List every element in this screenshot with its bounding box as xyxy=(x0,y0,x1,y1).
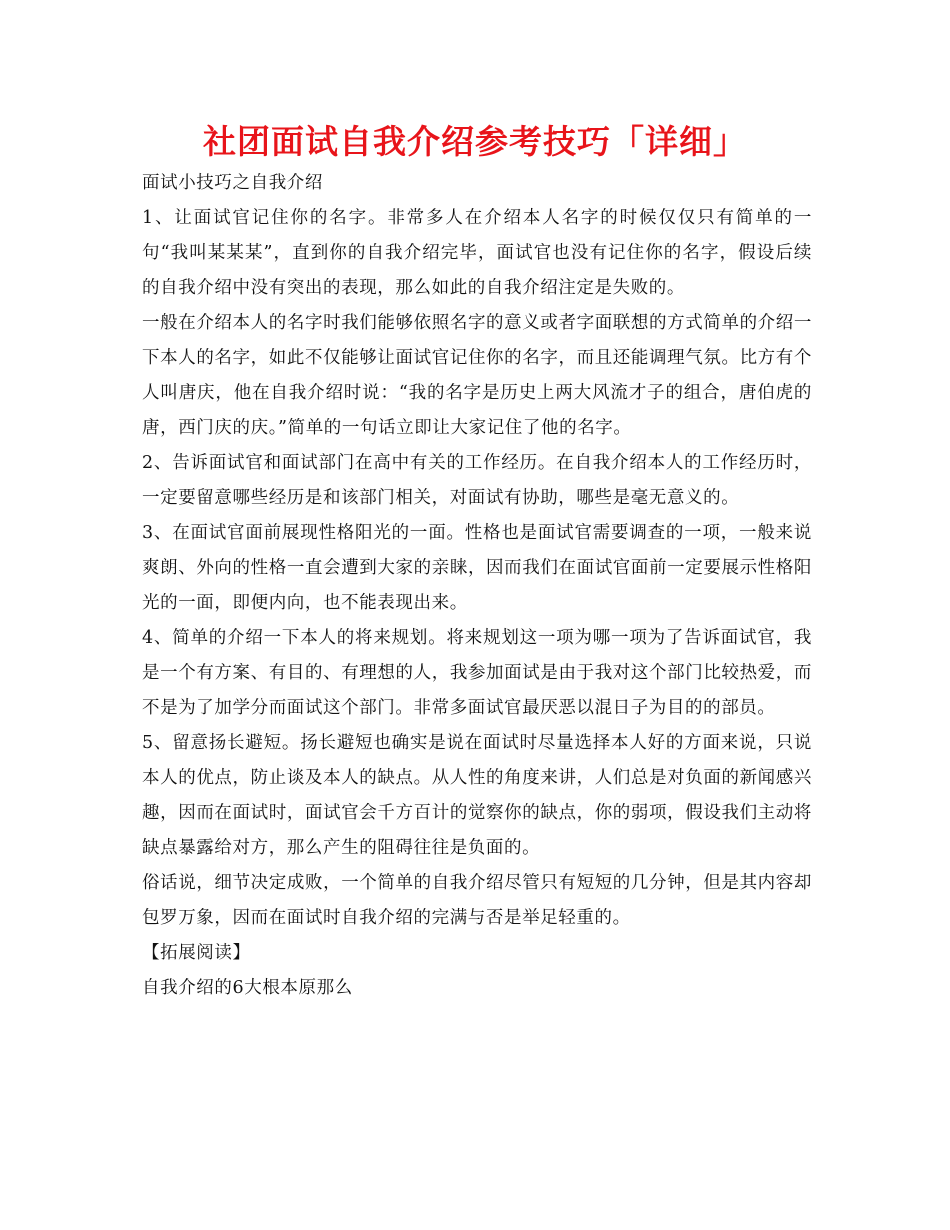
paragraph-tip-3: 3、在面试官面前展现性格阳光的一面。性格也是面试官需要调查的一项，一般来说爽朗、外向的性格一直会遭到大家的亲睐，因而我们在面试官面前一定要展示性格阳光的一面，即便内向，也不能表现出来。 xyxy=(142,523,812,613)
extended-reading-heading: 【拓展阅读】 xyxy=(142,943,251,963)
section-heading: 面试小技巧之自我介绍 xyxy=(142,173,323,193)
paragraph-tip-5: 5、留意扬长避短。扬长避短也确实是说在面试时尽量选择本人好的方面来说，只说本人的优点，防止谈及本人的缺点。从人性的角度来讲，人们总是对负面的新闻感兴趣，因而在面试时，面试官会千方百计的觉察你的缺点，你的弱项，假设我们主动将缺点暴露给对方，那么产生的阻碍往往是负面的。 xyxy=(142,733,812,858)
document-body xyxy=(142,166,812,1006)
paragraph-tip-2: 2、告诉面试官和面试部门在高中有关的工作经历。在自我介绍本人的工作经历时，一定要留意哪些经历是和该部门相关，对面试有协助，哪些是毫无意义的。 xyxy=(142,453,812,508)
document-title: 社团面试自我介绍参考技巧「详细」 xyxy=(203,122,747,161)
paragraph-tip-1: 1、让面试官记住你的名字。非常多人在介绍本人名字的时候仅仅只有简单的一句“我叫某某某”，直到你的自我介绍完毕，面试官也没有记住你的名字，假设后续的自我介绍中没有突出的表现，那么如此的自我介绍注定是失败的。 xyxy=(142,208,812,298)
extended-reading-item: 自我介绍的6大根本原那么 xyxy=(142,978,353,998)
paragraph-conclusion: 俗话说，细节决定成败，一个简单的自我介绍尽管只有短短的几分钟，但是其内容却包罗万象，因而在面试时自我介绍的完满与否是举足轻重的。 xyxy=(142,873,812,928)
paragraph-tip-4: 4、简单的介绍一下本人的将来规划。将来规划这一项为哪一项为了告诉面试官，我是一个有方案、有目的、有理想的人，我参加面试是由于我对这个部门比较热爱，而不是为了加学分而面试这个部门。非常多面试官最厌恶以混日子为目的的部员。 xyxy=(142,628,812,718)
paragraph-tip-1-detail: 一般在介绍本人的名字时我们能够依照名字的意义或者字面联想的方式简单的介绍一下本人的名字，如此不仅能够让面试官记住你的名字，而且还能调理气氛。比方有个人叫唐庆，他在自我介绍时说：“我的名字是历史上两大风流才子的组合，唐伯虎的唐，西门庆的庆。”简单的一句话立即让大家记住了他的名字。 xyxy=(142,313,812,438)
